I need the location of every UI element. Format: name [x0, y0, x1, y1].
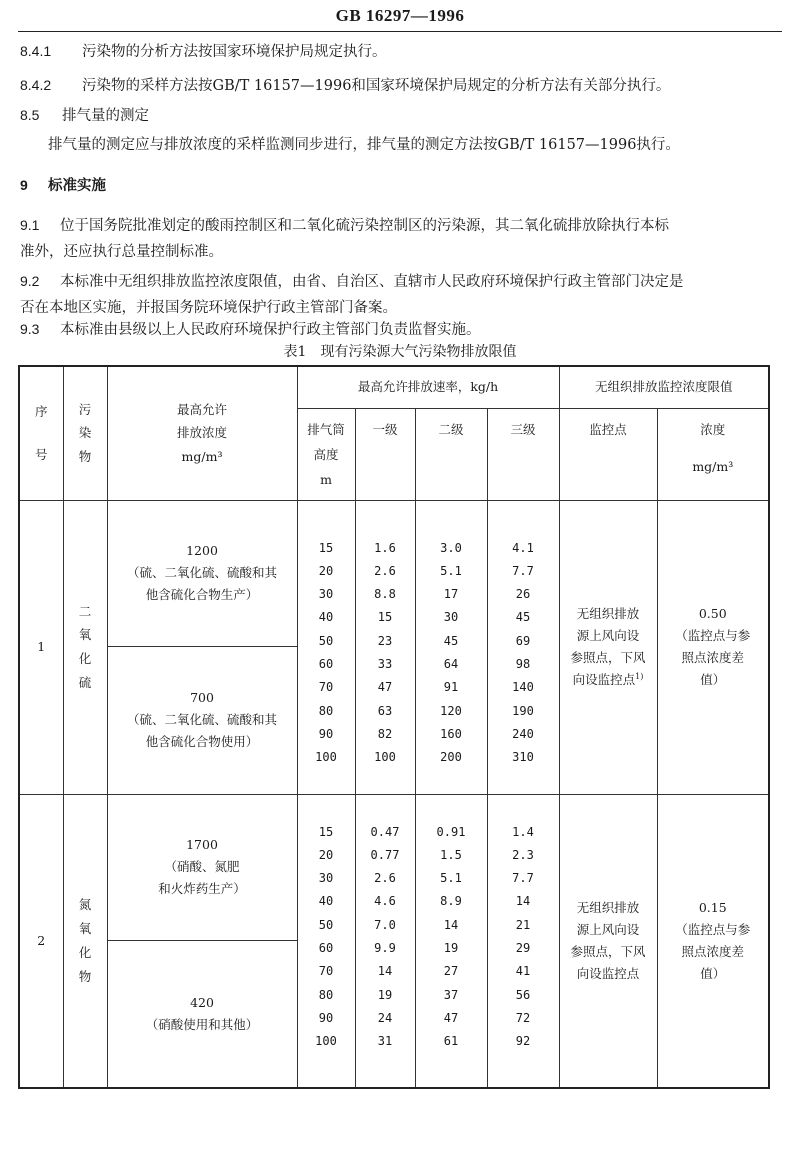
- table-cell-value: 15: [377, 610, 393, 625]
- table-cell-value: 15: [318, 824, 334, 839]
- paragraph-9-1-cont: 准外，还应执行总量控制标准。: [20, 244, 223, 260]
- row2-level2: [415, 794, 487, 1088]
- row1-source1: 1200 （硫、二氧化硫、硫酸和其 他含硫化合物生产）: [107, 500, 297, 646]
- table-cell-value: 240: [512, 726, 534, 741]
- table-cell-value: 47: [443, 1010, 459, 1025]
- table-cell-value: 17: [443, 587, 459, 602]
- header-rule: [18, 31, 782, 32]
- table-cell-value: 24: [377, 1010, 393, 1025]
- table-cell-value: 31: [377, 1034, 393, 1049]
- row1-concentration: 0.50 （监控点与参 照点浓度差 值）: [657, 500, 769, 794]
- row1-monitor-point: 无组织排放 源上风向设 参照点，下风 向设监控点$^{1)}$: [559, 500, 657, 794]
- clause-number: 8.5: [20, 107, 40, 123]
- table-cell-value: 21: [515, 917, 531, 932]
- table-cell-value: 91: [443, 680, 459, 695]
- row2-source1: 1700 （硝酸、氮肥 和火炸药生产）: [107, 794, 297, 940]
- table-cell-value: 69: [515, 633, 531, 648]
- row1-level3: [487, 500, 559, 794]
- table-cell-value: 80: [318, 987, 334, 1002]
- table-cell-value: 19: [443, 940, 459, 955]
- header-fugitive: 无组织排放监控浓度限值: [559, 366, 769, 408]
- clause-number: 8.4.1: [20, 43, 52, 59]
- table-cell-value: 5.1: [440, 563, 462, 578]
- table-cell-value: 15: [318, 540, 334, 555]
- table-cell-value: 100: [374, 750, 396, 765]
- table-row: [19, 794, 769, 940]
- table-caption: 表1 现有污染源大气污染物排放限值: [283, 344, 517, 360]
- paragraph-8-5-body: 排气量的测定应与排放浓度的采样监测同步进行，排气量的测定方法按GB/T 16157—1996执行。: [48, 137, 680, 153]
- header-level2: 二级: [415, 408, 487, 500]
- table-cell-value: 7.7: [512, 871, 534, 886]
- table-cell-value: 30: [443, 610, 459, 625]
- table-cell-value: 3.0: [440, 540, 462, 555]
- clause-text: 污染物的分析方法按国家环境保护局规定执行。: [82, 44, 387, 60]
- clause-text: 位于国务院批准划定的酸雨控制区和二氧化硫污染控制区的污染源，其二氧化硫排放除执行本标: [60, 218, 669, 234]
- row2-monitor-point: 无组织排放 源上风向设 参照点，下风 向设监控点: [559, 794, 657, 1088]
- table-cell-value: 37: [443, 987, 459, 1002]
- header-max-concentration: 最高允许 排放浓度 mg/m³: [107, 366, 297, 500]
- table-cell-value: 14: [443, 917, 459, 932]
- table-cell-value: 50: [318, 633, 334, 648]
- row2-heights: [297, 794, 355, 1088]
- table-cell-value: 1.5: [440, 847, 462, 862]
- table-cell-value: 61: [443, 1034, 459, 1049]
- clause-number: 8.4.2: [20, 77, 52, 93]
- table-cell-value: 1.4: [512, 824, 534, 839]
- table-cell-value: 80: [318, 703, 334, 718]
- table-cell-value: 63: [377, 703, 393, 718]
- table-cell-value: 20: [318, 847, 334, 862]
- section-number: 9: [20, 177, 28, 193]
- paragraph-8-4-1: [20, 40, 387, 61]
- table-cell-value: 100: [315, 750, 337, 765]
- table-cell-value: 7.7: [512, 563, 534, 578]
- header-max-rate: 最高允许排放速率，kg/h: [297, 366, 559, 408]
- clause-number: 9.3: [20, 321, 40, 337]
- row1-level2: [415, 500, 487, 794]
- paragraph-9-3: [20, 318, 481, 339]
- table-cell-value: 90: [318, 1010, 334, 1025]
- row1-pollutant: 二 氧 化 硫: [63, 500, 107, 794]
- table-cell-value: 56: [515, 987, 531, 1002]
- table-cell-value: 0.47: [370, 824, 400, 839]
- row2-source2: 420 （硝酸使用和其他）: [107, 940, 297, 1088]
- table-cell-value: 2.3: [512, 847, 534, 862]
- row1-heights: [297, 500, 355, 794]
- row2-concentration: 0.15 （监控点与参 照点浓度差 值）: [657, 794, 769, 1088]
- table-cell-value: 41: [515, 964, 531, 979]
- table-cell-value: 2.6: [374, 563, 396, 578]
- footnote-marker: 1): [635, 671, 644, 681]
- header-pollutant: 污 染 物: [63, 366, 107, 500]
- emission-limits-table: [18, 365, 768, 1087]
- row1-source2: 700 （硫、二氧化硫、硫酸和其 他含硫化合物使用）: [107, 646, 297, 794]
- header-monitor-point: 监控点: [559, 408, 657, 500]
- table-cell-value: 19: [377, 987, 393, 1002]
- table-cell-value: 40: [318, 610, 334, 625]
- table-cell-value: 0.91: [436, 824, 466, 839]
- table-cell-value: 47: [377, 680, 393, 695]
- row2-pollutant: 氮 氧 化 物: [63, 794, 107, 1088]
- table-cell-value: 82: [377, 726, 393, 741]
- clause-number: 9.1: [20, 217, 40, 233]
- table-cell-value: 1.6: [374, 540, 396, 555]
- table-cell-value: 72: [515, 1010, 531, 1025]
- clause-text: 排气量的测定: [62, 108, 149, 124]
- table-cell-value: 50: [318, 917, 334, 932]
- table-cell-value: 29: [515, 940, 531, 955]
- table-cell-value: 7.0: [374, 917, 396, 932]
- header-level1: 一级: [355, 408, 415, 500]
- table-cell-value: 20: [318, 563, 334, 578]
- header-stack-height: 排气筒 高度 m: [297, 408, 355, 500]
- table-cell-value: 140: [512, 680, 534, 695]
- table-cell-value: 160: [440, 726, 462, 741]
- paragraph-9-2-cont: 否在本地区实施，并报国务院环境保护行政主管部门备案。: [20, 300, 397, 316]
- table-cell-value: 0.77: [370, 847, 400, 862]
- table-cell-value: 4.6: [374, 894, 396, 909]
- table-cell-value: 92: [515, 1034, 531, 1049]
- table-cell-value: 200: [440, 750, 462, 765]
- table-cell-value: 60: [318, 940, 334, 955]
- clause-text: 本标准由县级以上人民政府环境保护行政主管部门负责监督实施。: [60, 322, 481, 338]
- header-concentration: 浓度 mg/m³: [657, 408, 769, 500]
- table-cell-value: 98: [515, 656, 531, 671]
- table-cell-value: 2.6: [374, 871, 396, 886]
- row1-level1: [355, 500, 415, 794]
- page-header: GB 16297—1996: [335, 6, 465, 25]
- table-cell-value: 14: [515, 894, 531, 909]
- table-cell-value: 4.1: [512, 540, 534, 555]
- table-cell-value: 70: [318, 964, 334, 979]
- table-cell-value: 100: [315, 1034, 337, 1049]
- table-cell-value: 120: [440, 703, 462, 718]
- table-cell-value: 23: [377, 633, 393, 648]
- table-cell-value: 14: [377, 964, 393, 979]
- table-cell-value: 70: [318, 680, 334, 695]
- table-cell-value: 40: [318, 894, 334, 909]
- table-row: [19, 500, 769, 646]
- header-seq: 序 号: [19, 366, 63, 500]
- table-cell-value: 8.9: [440, 894, 462, 909]
- table-cell-value: 8.8: [374, 587, 396, 602]
- row1-seq: 1: [19, 500, 63, 794]
- table-cell-value: 30: [318, 587, 334, 602]
- table-cell-value: 5.1: [440, 871, 462, 886]
- row2-level1: [355, 794, 415, 1088]
- header-level3: 三级: [487, 408, 559, 500]
- table-cell-value: 33: [377, 656, 393, 671]
- section-9-title: [20, 174, 106, 195]
- paragraph-9-2: [20, 270, 684, 291]
- paragraph-8-5: [20, 104, 149, 125]
- paragraph-8-4-2: [20, 74, 670, 95]
- table-cell-value: 45: [515, 610, 531, 625]
- table-cell-value: 27: [443, 964, 459, 979]
- table-cell-value: 26: [515, 587, 531, 602]
- table-cell-value: 90: [318, 726, 334, 741]
- table-cell-value: 9.9: [374, 940, 396, 955]
- table-cell-value: 60: [318, 656, 334, 671]
- table-cell-value: 310: [512, 750, 534, 765]
- paragraph-9-1: [20, 214, 669, 235]
- clause-text: 污染物的采样方法按GB/T 16157—1996和国家环境保护局规定的分析方法有关部分执行。: [82, 78, 671, 94]
- table-cell-value: 190: [512, 703, 534, 718]
- table-cell-value: 45: [443, 633, 459, 648]
- section-text: 标准实施: [48, 177, 106, 194]
- table-cell-value: 30: [318, 871, 334, 886]
- clause-number: 9.2: [20, 273, 40, 289]
- row2-level3: [487, 794, 559, 1088]
- row2-seq: 2: [19, 794, 63, 1088]
- table-cell-value: 64: [443, 656, 459, 671]
- clause-text: 本标准中无组织排放监控浓度限值，由省、自治区、直辖市人民政府环境保护行政主管部门决定是: [60, 274, 684, 290]
